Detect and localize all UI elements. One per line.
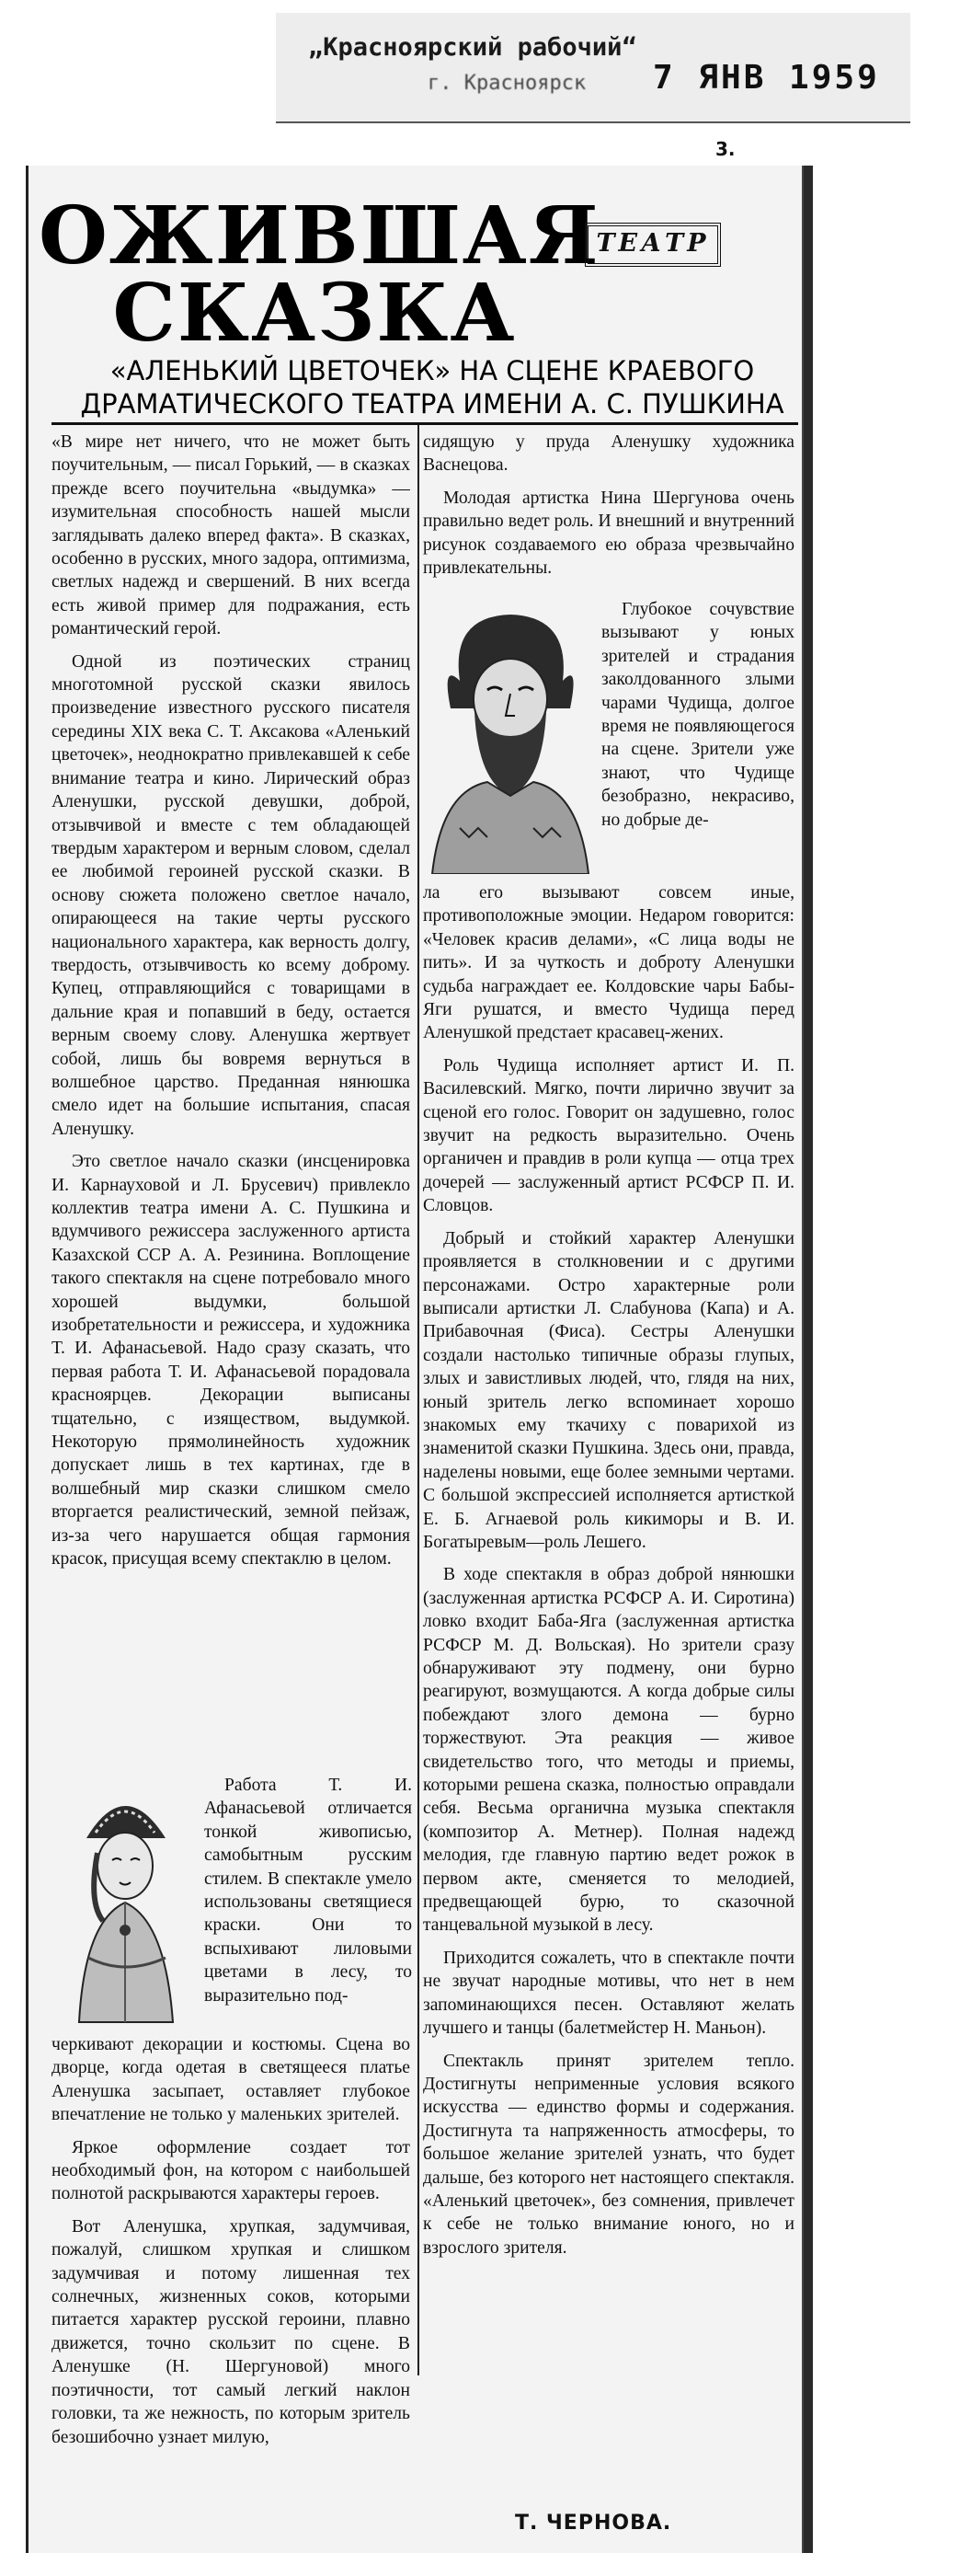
paragraph: Роль Чудища исполняет артист И. П. Василевский. Мягко, почти лирично звучит за сценой его голос. Говорит он задушевно, голос звучит на редкость выразительно. Очень органичен и правдив в роли купца — отца трех дочерей — заслуженный артист РСФСР П. И. Словцов. [423,1055,794,1216]
paragraph: Это светлое начало сказки (инсценировка И. Карнауховой и Л. Брусевич) привлекло коллектив театра имени А. С. Пушкина и вдумчивого режиссера заслуженного артиста Казахской ССР А. А. Резинина. Воплощение такого спектакля на сцене потребовало много хорошей выдумки, большой изобретательности и режиссера, и художника Т. И. Афанасьевой. Надо сразу сказать, что первая работа Т. И. Афанасьевой порадовала красноярцев. Декорации выписаны тщательно, с изяществом, выдумкой. Некоторую прямолинейность художник допускает лишь в тех картинах, где в волшебный мир сказки слишком смело вторгается реалистический, земной пейзаж, из-за чего нарушается общая гармония красок, присущая всему спектаклю в целом. [51,1152,410,1570]
header-divider [51,422,798,425]
article-subheadline: «АЛЕНЬКИЙ ЦВЕТОЧЕК» НА СЦЕНЕ КРАЕВОГО ДРАМАТИЧЕСКОГО ТЕАТРА ИМЕНИ А. С. ПУШКИНА [80,355,784,420]
paragraph: Вот Аленушка, хрупкая, задумчивая, пожалуй, слишком хрупкая и слишком задумчивая и потому лишенная тех солнечных, жизненных соков, которыми питается характер русской героини, плавно движется, точно скользит по сцене. В Аленушке (Н. Шергуновой) много поэтичности, тот самый легкий наклон головки, та же нежность, по которым зритель безошибочно узнает милую, [51,2216,410,2447]
paragraph: Добрый и стойкий характер Аленушки проявляется в столкновении и с другими персонажами. Остро характерные роли выписали артистки Л. Слабунова (Капа) и А. Прибавочная (Фиса). Сестры Аленушки создали настолько типичные образы глупых, злых и завистливых людей, что, глядя на них, юный зритель легко вспоминает хорошо знакомых ему ткачиху с поварихой из знаменитой сказки Пушкина. Здесь они, правда, наделены новыми, еще более земными чертами. С большой экспрессией исполняется артисткой Е. Б. Агнаевой роль кикиморы и В. И. Богатыревым—роль Лешего. [423,1228,794,1552]
newspaper-name: „Красноярский рабочий“ [308,33,637,62]
author-signature: Т. ЧЕРНОВА. [515,2512,672,2535]
chudishche-illustration [423,598,598,874]
newspaper-city: г. Красноярск [428,72,587,95]
clipping-edge [804,166,813,2553]
paragraph: Яркое оформление создает тот необходимый фон, на котором с наибольшей полнотой раскрываются характеры героев. [51,2137,410,2204]
left-column-bottom [51,2033,410,2458]
left-column-top [51,431,410,1903]
right-column-bottom [423,881,794,2269]
left-column-beside-illustration [204,1774,412,2017]
paragraph: сидящую у пруда Аленушку художника Васнецова. [423,432,794,476]
paragraph: Одной из поэтических страниц многотомной русской сказки явилось произведение известного русского писателя середины XIX века С. Т. Аксакова «Аленький цветочек», неоднократно привлекавшей к себе внимание театра и кино. Лирический образ Аленушки, русской девушки, доброй, отзывчивой и вместе с тем обладающей твердым характером и верным словом, сделал ее любимой героиней русской сказки. В основу сюжета положено светлое начало, опирающееся на такие черты русского национального характера, как верность долгу, твердость, отзывчивость ко всему доброму. Купец, отправляющийся с товарищами в дальние края и попавший в беду, остается верным своему слову. Аленушка жертвует собой, лишь бы вовремя вернуться в волшебное царство. Преданная нянюшка смело идет на большие испытания, спасая Аленушку. [51,651,410,1139]
publication-date: 7 ЯНВ 1959 [653,59,880,97]
page-number: 3. [715,138,736,160]
right-column-top [423,431,794,589]
alyonushka-illustration [51,1774,200,2031]
paragraph: «В мире нет ничего, что не может быть поучительным, — писал Горький, — в сказках прежде всего поучительна «выдумка» — изумительная способность нашей мысли заглядывать далеко вперед факта». В сказках, особенно в русских, много задора, оптимизма, светлых надежд и свершений. В них всегда есть живой пример для подражания, есть романтический герой. [51,432,410,639]
paragraph: Глубокое сочувствие вызывают у юных зрителей и страдания заколдованного злыми чарами Чудища, долгое время не появляющегося на сцене. Зрители уже знают, что Чудище безобразно, некрасиво, но добрые де- [601,600,794,830]
paragraph: Приходится сожалеть, что в спектакле почти не звучат народные мотивы, что нет в нем запоминающихся песен. Оставляют желать лучшего и танцы (балетмейстер Н. Маньон). [423,1948,794,2039]
column-divider [417,425,419,2375]
paragraph: Спектакль принят зрителем тепло. Достигнуты неприменные условия всякого искусства — единство формы и содержания. Достигнута та напряженность атмосферы, то большое желание зрителей узнать, что будет дальше, без которого нет настоящего спектакля. «Аленький цветочек», без сомнения, привлечет к себе не только внимание юного, но и взрослого зрителя. [423,2051,794,2258]
paragraph: ла его вызывают совсем иные, противоположные эмоции. Недаром говорится: «Человек красив делами», «С лица воды не пить». И за чуткость и доброту Аленушки судьба награждает ее. Колдовские чары Бабы-Яги рушатся, и вместо Чудища перед Аленушкой предстает красавец-жених. [423,883,794,1043]
article-headline: ОЖИВШАЯ СКАЗКА [39,190,600,360]
right-column-beside-illustration [601,598,794,841]
paragraph: Молодая артистка Нина Шергунова очень правильно ведет роль. И внешний и внутренний рисунок создаваемого ею образа чрезвычайно привлекательны. [423,488,794,579]
rubric-label: ТЕАТР [585,223,721,267]
paragraph: черкивают декорации и костюмы. Сцена во дворце, когда одетая в светящееся платье Аленушка засыпает, оставляет глубокое впечатление не только у маленьких зрителей. [51,2035,410,2125]
paragraph: Работа Т. И. Афанасьевой отличается тонкой живописью, самобытным русским стилем. В спектакле умело использованы светящиеся краски. Они то вспыхивают лиловыми цветами в лесу, то выразительно под- [204,1776,412,2006]
paragraph: В ходе спектакля в образ доброй нянюшки (заслуженная артистка РСФСР А. И. Сиротина) ловко входит Баба-Яга (заслуженная артистка РСФСР М. Д. Вольская). Но зрители сразу обнаруживают эту подмену, они бурно реагируют, возмущаются. А когда добрые силы побеждают злого демона — бурно торжествуют. Эта реакция — живое свидетельство того, что методы и приемы, которыми решена сказка, полностью оправдали себя. Весьма органична музыка спектакля (композитор А. Метнер). Полная надежд мелодия, где главную партию ведет рожок в первом акте, сменяется то мелодией, предвещающей бурю, то сказочной танцевальной музыкой в лесу. [423,1565,794,1936]
